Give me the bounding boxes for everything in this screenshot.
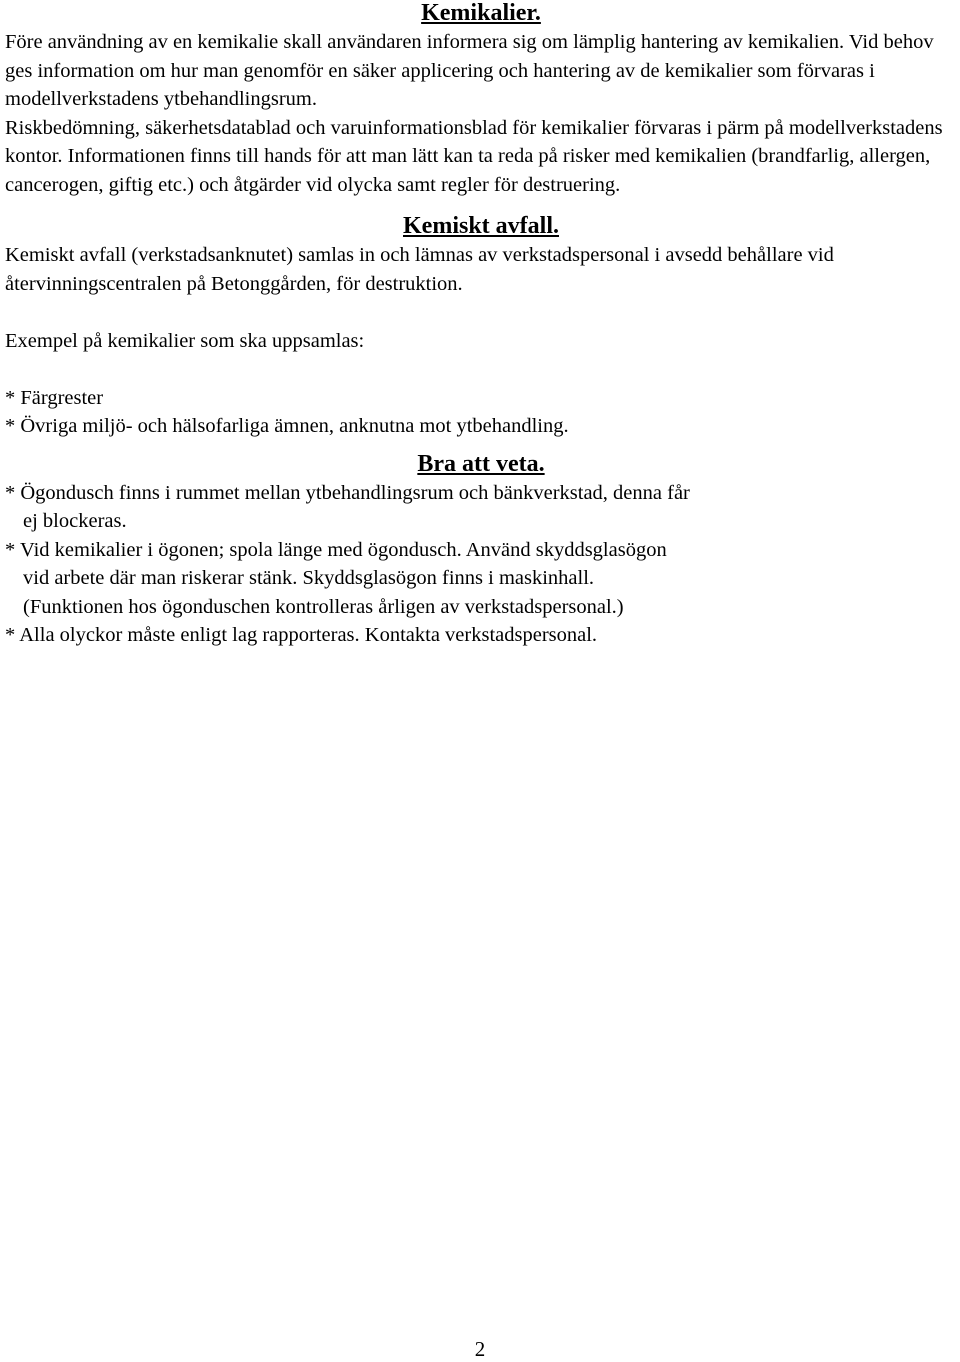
section-title-kemikalier: Kemikalier. — [421, 0, 541, 26]
tip-text-continued: ej blockeras. — [23, 510, 127, 532]
page-number: 2 — [474, 1337, 486, 1361]
section-title-bra-att-veta: Bra att veta. — [417, 450, 545, 477]
document-page — [5, 0, 957, 650]
tip-text: * Alla olyckor måste enligt lag rapporteras. Kontakta verkstadspersonal. — [5, 624, 598, 646]
tip-text: * Vid kemikalier i ögonen; spola länge med ögondusch. Använd skyddsglasögon — [5, 538, 667, 561]
section-title-kemiskt-avfall: Kemiskt avfall. — [403, 213, 559, 239]
kemikalier-risk-paragraph: Riskbedömning, säkerhetsdatablad och varuinformationsblad för kemikalier förvaras i pärm på modellverkstadens kontor. Informationen finns till hands för att man lätt kan ta reda på risker med kemikalien (brandfarlig, allergen, cancerogen, giftig etc.) och åtgärder vid olycka samt regler för destruering. — [5, 116, 943, 196]
tip-text-continued: vid arbete där man riskerar stänk. Skyddsglasögon finns i maskinhall. — [23, 567, 595, 589]
example-item: * Övriga miljö- och hälsofarliga ämnen, anknutna mot ytbehandling. — [5, 415, 569, 437]
example-item: * Färgrester — [5, 386, 104, 409]
examples-intro: Exempel på kemikalier som ska uppsamlas: — [5, 329, 365, 352]
kemikalier-intro-paragraph: Före användning av en kemikalie skall användaren informera sig om lämplig hantering av kemikalien. Vid behov ges information om hur man genomför en säker applicering och hantering av de kemikalier som förvaras i modellverkstadens ytbehandlingsrum. — [5, 31, 934, 110]
spacer — [5, 355, 957, 384]
tip-item — [5, 536, 957, 622]
tip-item — [5, 479, 957, 536]
tip-item — [5, 621, 957, 650]
tip-text: * Ögondusch finns i rummet mellan ytbehandlingsrum och bänkverkstad, denna får — [5, 481, 690, 504]
spacer — [5, 298, 957, 327]
kemiskt-avfall-paragraph: Kemiskt avfall (verkstadsanknutet) samlas in och lämnas av verkstadspersonal i avsedd behållare vid återvinningscentralen på Betonggården, för destruktion. — [5, 244, 834, 295]
tip-text-continued: (Funktionen hos ögonduschen kontrolleras årligen av verkstadspersonal.) — [23, 595, 624, 618]
